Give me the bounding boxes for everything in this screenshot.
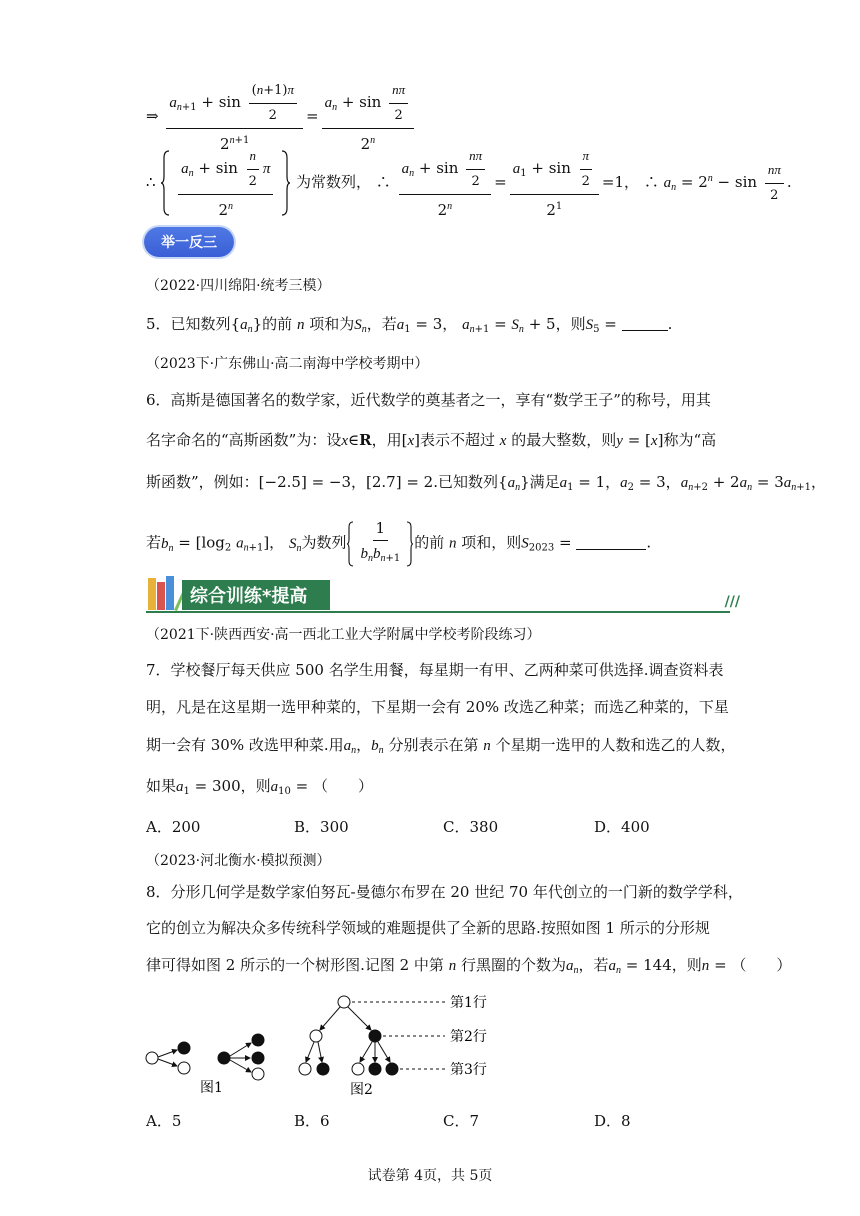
figure-1-rule-black	[218, 1034, 264, 1080]
figure-1-label: 图1	[200, 1080, 223, 1096]
section-rule	[146, 611, 730, 613]
solution-step-2: ∴ $a_n + \sin$ $\frac{n}{2}$ π 2$^n$ 为常数列， ∴ $a_n + \sin$ $\frac{n\pi}{2}$ 2$^n$ = $a_1 + \sin$ $\frac{\pi}{2}$ $2^1$ =1， ∴ $a_n = 2^n - \sin$ $\frac{n\pi}{2}$ .	[146, 148, 792, 219]
q6-line-3: 斯函数”，例如：[−2.5] = −3，[2.7] = 2.已知数列$\{a_n\}$满足$a_1 = 1$，$a_2 = 3$，$a_{n+2} + 2a_n = 3a_{n+1}$，	[146, 473, 827, 493]
figure-1-rule-white	[146, 1042, 190, 1074]
q7-option-c[interactable]: C．380	[443, 818, 499, 836]
fraction-lhs: $a_{n+1} + \sin$ $\frac{(n+1)\pi}{2}$ $2^{n+1}$	[166, 80, 303, 154]
example-badge: 举一反三	[144, 227, 234, 257]
q7-line-2: 明，凡是在这星期一选甲种菜的，下星期一会有 20% 改选乙种菜；而选乙种菜的，下星	[146, 698, 729, 716]
right-brace-icon	[281, 150, 291, 216]
section-banner	[146, 574, 740, 614]
q6-line-4: 若$b_n = [\log_2$ $a_{n+1}$]， $S_n$为数列 $\frac{1}{b_nb_{n+1}}$ 的前 n 项和，则$S_{2023}$ = .	[146, 519, 652, 564]
q8-line-1: 8．分形几何学是数学家伯努瓦-曼德尔布罗在 20 世纪 70 年代创立的一门新的数学学科，	[146, 883, 743, 901]
therefore-symbol: ∴	[146, 173, 156, 191]
q8-option-c[interactable]: C．7	[443, 1112, 480, 1130]
section-title: 综合训练*提高	[182, 580, 330, 610]
q7-line-1: 7．学校餐厅每天供应 500 名学生用餐，每星期一有甲、乙两种菜可供选择.调查资料表	[146, 661, 724, 679]
q8-line-3: 律可得如图 2 所示的一个树形图.记图 2 中第 n 行黑圈的个数为$a_n$，若$a_n = 144$，则n = （ ）	[146, 956, 792, 976]
row-label-2: 第2行	[450, 1029, 487, 1045]
answer-blank[interactable]	[622, 316, 668, 331]
left-brace-icon	[160, 150, 170, 216]
q6-line-1: 6．高斯是德国著名的数学家，近代数学的奠基者之一，享有“数学王子”的称号，用其	[146, 391, 711, 409]
figure-2-label: 图2	[350, 1082, 373, 1098]
solution-step-1: ⇒ $a_{n+1} + \sin$ $\frac{(n+1)\pi}{2}$ $2^{n+1}$ = $a_n + \sin$ $\frac{n\pi}{2}$ 2$^n$	[146, 80, 417, 154]
answer-blank[interactable]	[576, 535, 646, 550]
row-label-3: 第3行	[450, 1062, 487, 1078]
q7-option-d[interactable]: D．400	[594, 818, 650, 836]
q8-option-a[interactable]: A．5	[146, 1112, 182, 1130]
page-footer: 试卷第 4页，共 5页	[367, 1168, 493, 1184]
fraction-const-seq: $a_n + \sin$ $\frac{n}{2}$ π 2$^n$	[178, 146, 273, 220]
q5-source: （2022·四川绵阳·统考三模）	[146, 278, 331, 294]
fraction-equal-2: $a_1 + \sin$ $\frac{\pi}{2}$ $2^1$	[510, 146, 599, 220]
question-5: 5．已知数列$\{a_n\}$的前 n 项和为$S_n$，若$a_1 = 3$， $a_{n+1} = S_n + 5$，则$S_5$ = .	[146, 315, 673, 335]
q8-option-d[interactable]: D．8	[594, 1112, 631, 1130]
q8-source: （2023·河北衡水·模拟预测）	[146, 853, 331, 869]
fraction-equal-1: $a_n + \sin$ $\frac{n\pi}{2}$ 2$^n$	[399, 146, 492, 220]
section-slashes: ///	[724, 594, 740, 610]
q7-option-b[interactable]: B．300	[294, 818, 349, 836]
q7-line-3: 期一会有 30% 改选甲种菜.用$a_n$，$b_n$ 分别表示在第 n 个星期一选甲的人数和选乙的人数，	[146, 736, 736, 756]
figure-2-tree	[299, 996, 445, 1075]
implies-symbol: ⇒	[146, 107, 159, 125]
q7-line-4: 如果$a_1 = 300$，则$a_{10}$ = （ ）	[146, 777, 374, 797]
q8-line-2: 它的创立为解决众多传统科学领域的难题提供了全新的思路.按照如图 1 所示的分形规	[146, 919, 710, 937]
q8-option-b[interactable]: B．6	[294, 1112, 330, 1130]
row-label-1: 第1行	[450, 995, 487, 1011]
books-icon	[146, 574, 186, 614]
q7-source: （2021下·陕西西安·高一西北工业大学附属中学校考阶段练习）	[146, 627, 541, 643]
q6-line-2: 名字命名的“高斯函数”为：设x∈R，用[x]表示不超过 x 的最大整数，则y = [x]称为“高	[146, 431, 717, 449]
general-term-formula: $a_n = 2^n - \sin$ $\frac{n\pi}{2}$ .	[663, 162, 792, 203]
fractal-figures	[140, 988, 520, 1106]
q6-source: （2023下·广东佛山·高二南海中学校考期中）	[146, 356, 429, 372]
fraction-rhs: $a_n + \sin$ $\frac{n\pi}{2}$ 2$^n$	[322, 80, 415, 154]
const-seq-text: 为常数列，	[296, 173, 372, 191]
q7-option-a[interactable]: A．200	[146, 818, 201, 836]
